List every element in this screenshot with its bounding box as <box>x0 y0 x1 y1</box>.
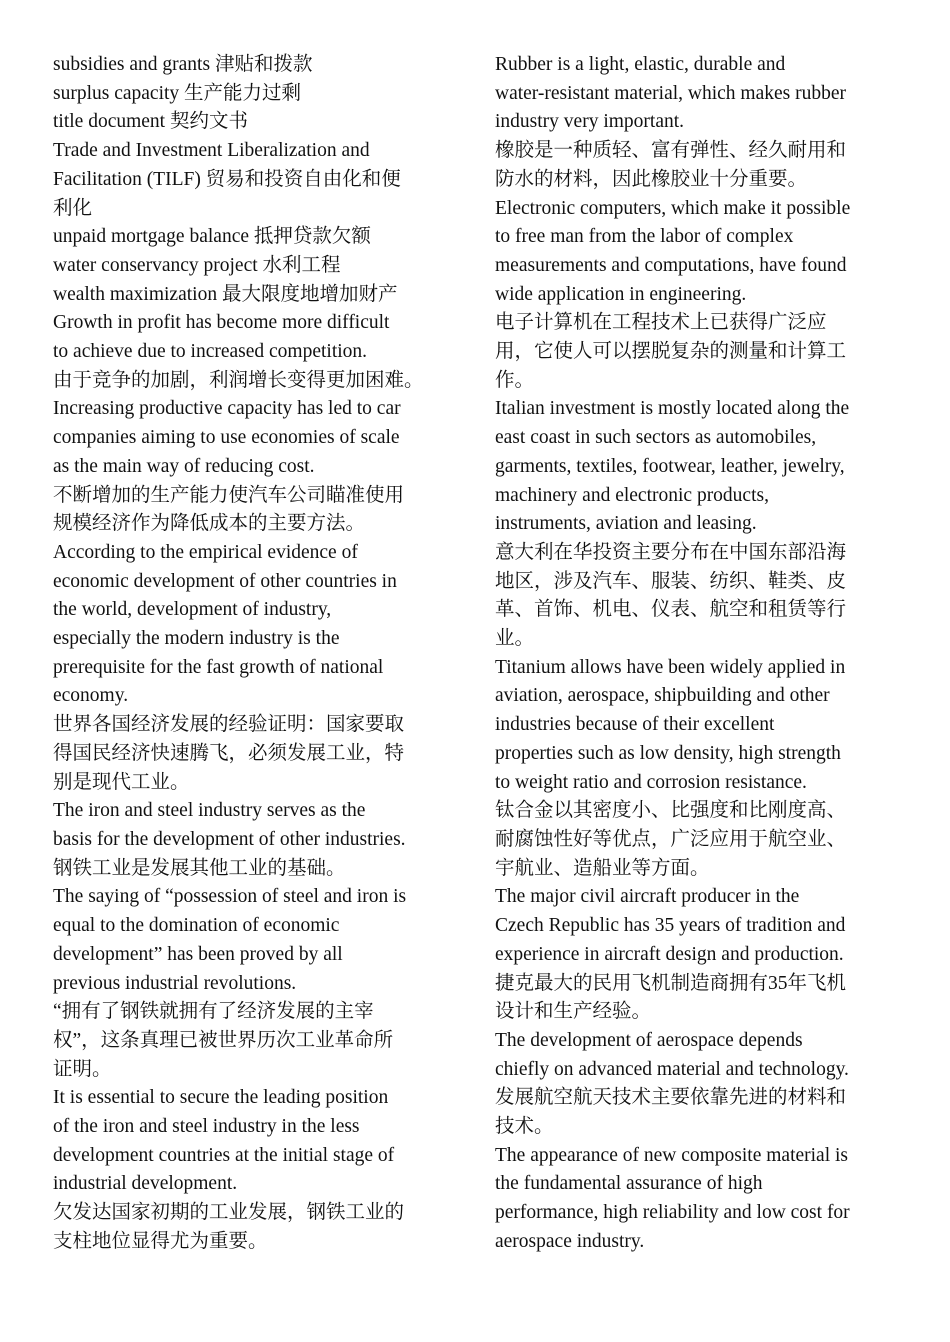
text-line: wealth maximization 最大限度地增加财产 <box>53 283 398 305</box>
text-line: instruments, aviation and leasing. <box>495 513 757 535</box>
text-line: title document 契约文书 <box>53 111 248 133</box>
text-line: as the main way of reducing cost. <box>53 455 315 477</box>
text-line: especially the modern industry is the <box>53 628 340 650</box>
text-line: wide application in engineering. <box>495 283 747 305</box>
text-line: 捷克最大的民用飞机制造商拥有35年飞机 <box>495 972 847 994</box>
text-line: 革、首饰、机电、仪表、航空和租赁等行 <box>495 599 847 621</box>
text-line: industries because of their excellent <box>495 714 775 736</box>
text-line: 地区，涉及汽车、服装、纺织、鞋类、皮 <box>495 570 847 592</box>
text-line: Growth in profit has become more difficult <box>53 312 390 334</box>
text-line: aerospace industry. <box>495 1230 645 1252</box>
text-line: 证明。 <box>53 1058 112 1080</box>
text-line: Facilitation (TILF) 贸易和投资自由化和便 <box>53 168 401 190</box>
text-line: 用，它使人可以摆脱复杂的测量和计算工 <box>495 341 847 363</box>
text-line: of the iron and steel industry in the less <box>53 1116 360 1138</box>
text-line: 防水的材料，因此橡胶业十分重要。 <box>495 168 808 190</box>
text-line: machinery and electronic products, <box>495 484 769 506</box>
text-line: the world, development of industry, <box>53 599 332 621</box>
text-line: companies aiming to use economies of scale <box>53 427 400 449</box>
text-line: water conservancy project 水利工程 <box>53 254 341 276</box>
text-line: surplus capacity 生产能力过剩 <box>53 82 302 104</box>
text-line: to weight ratio and corrosion resistance. <box>495 771 807 793</box>
text-line: 不断增加的生产能力使汽车公司瞄准使用 <box>53 484 405 506</box>
right-column <box>495 51 900 1257</box>
left-column <box>53 51 453 1257</box>
text-line: unpaid mortgage balance 抵押贷款欠额 <box>53 226 371 248</box>
text-line: 发展航空航天技术主要依靠先进的材料和 <box>495 1087 847 1109</box>
text-line: subsidies and grants 津贴和拨款 <box>53 54 313 75</box>
text-line: measurements and computations, have found <box>495 254 847 276</box>
text-line: development countries at the initial stage of <box>53 1144 395 1166</box>
text-line: water-resistant material, which makes rubber <box>495 82 847 104</box>
text-line: 别是现代工业。 <box>53 771 190 793</box>
text-line: to achieve due to increased competition. <box>53 341 368 363</box>
text-line: It is essential to secure the leading position <box>53 1087 389 1109</box>
text-line: equal to the domination of economic <box>53 915 340 937</box>
text-line: Increasing productive capacity has led to car <box>53 398 401 420</box>
text-line: 意大利在华投资主要分布在中国东部沿海 <box>495 541 847 563</box>
text-line: previous industrial revolutions. <box>53 972 297 994</box>
text-line: 技术。 <box>495 1116 554 1138</box>
text-line: Czech Republic has 35 years of tradition and <box>495 915 846 937</box>
text-line: properties such as low density, high strength <box>495 742 841 764</box>
text-line: Electronic computers, which make it possible <box>495 197 851 219</box>
text-line: 钛合金以其密度小、比强度和比刚度高、 <box>495 800 847 822</box>
text-line: the fundamental assurance of high <box>495 1173 763 1195</box>
text-line: performance, high reliability and low cost for <box>495 1202 850 1224</box>
text-line: development” has been proved by all <box>53 943 343 965</box>
text-line: 电子计算机在工程技术上已获得广泛应 <box>495 312 827 334</box>
text-line: Trade and Investment Liberalization and <box>53 140 370 162</box>
text-line: 钢铁工业是发展其他工业的基础。 <box>53 857 346 879</box>
text-line: Rubber is a light, elastic, durable and <box>495 54 786 75</box>
text-line: Titanium allows have been widely applied in <box>495 656 846 678</box>
text-line: 业。 <box>495 628 535 650</box>
text-line: aviation, aerospace, shipbuilding and other <box>495 685 830 707</box>
text-line: 利化 <box>53 197 93 219</box>
text-line: “拥有了钢铁就拥有了经济发展的主宰 <box>53 1001 374 1023</box>
text-line: 耐腐蚀性好等优点，广泛应用于航空业、 <box>495 828 847 850</box>
text-line: east coast in such sectors as automobiles, <box>495 427 817 449</box>
text-line: experience in aircraft design and production. <box>495 943 844 965</box>
text-line: The iron and steel industry serves as the <box>53 800 366 822</box>
text-line: The major civil aircraft producer in the <box>495 886 800 908</box>
text-line: industry very important. <box>495 111 685 133</box>
text-line: basis for the development of other industries. <box>53 828 406 850</box>
text-line: prerequisite for the fast growth of national <box>53 656 384 678</box>
text-line: 橡胶是一种质轻、富有弹性、经久耐用和 <box>495 140 847 162</box>
text-line: 世界各国经济发展的经验证明：国家要取 <box>53 714 405 736</box>
text-line: 作。 <box>495 369 535 391</box>
text-line: According to the empirical evidence of <box>53 541 358 563</box>
text-line: The saying of “possession of steel and iron is <box>53 886 407 908</box>
text-line: economy. <box>53 685 129 707</box>
text-line: 设计和生产经验。 <box>495 1001 652 1023</box>
text-line: The appearance of new composite material is <box>495 1144 849 1166</box>
text-line: industrial development. <box>53 1173 238 1195</box>
text-line: 欠发达国家初期的工业发展，钢铁工业的 <box>53 1202 405 1224</box>
text-line: 支柱地位显得尤为重要。 <box>53 1230 268 1252</box>
text-line: 得国民经济快速腾飞，必须发展工业，特 <box>53 742 405 764</box>
text-line: chiefly on advanced material and technology. <box>495 1058 849 1080</box>
text-line: 权”，这条真理已被世界历次工业革命所 <box>53 1029 394 1051</box>
text-line: economic development of other countries in <box>53 570 397 592</box>
text-line: to free man from the labor of complex <box>495 226 794 248</box>
text-line: garments, textiles, footwear, leather, jewelry, <box>495 455 845 477</box>
text-line: Italian investment is mostly located along the <box>495 398 850 420</box>
text-line: The development of aerospace depends <box>495 1029 803 1051</box>
text-line: 由于竞争的加剧，利润增长变得更加困难。 <box>53 369 424 391</box>
text-line: 规模经济作为降低成本的主要方法。 <box>53 513 366 535</box>
text-line: 宇航业、造船业等方面。 <box>495 857 710 879</box>
